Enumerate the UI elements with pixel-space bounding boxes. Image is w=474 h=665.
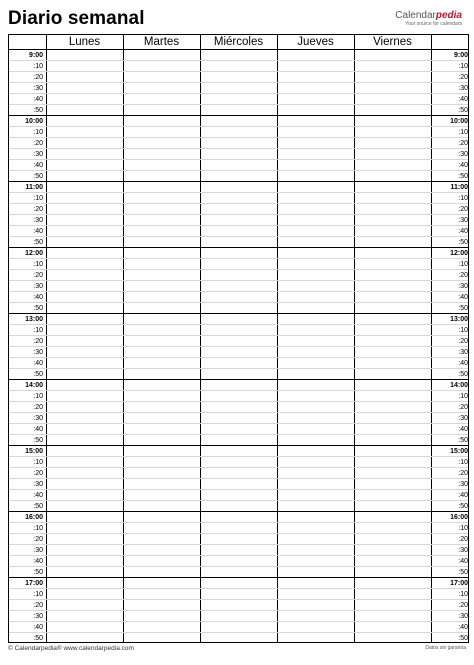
- time-label-right: :40: [458, 624, 468, 631]
- time-label-right: :50: [458, 635, 468, 642]
- time-label-left: :20: [33, 338, 43, 345]
- time-label-left: :40: [33, 492, 43, 499]
- time-label-right: :20: [458, 74, 468, 81]
- time-label-left: :20: [33, 140, 43, 147]
- slot-divider: [9, 566, 468, 567]
- hour-divider: [9, 577, 468, 578]
- time-label-right: :20: [458, 602, 468, 609]
- time-label-left: :10: [33, 525, 43, 532]
- time-label-right: :50: [458, 569, 468, 576]
- time-label-left: :30: [33, 85, 43, 92]
- hour-divider: [9, 511, 468, 512]
- time-label-right: :10: [458, 63, 468, 70]
- time-label-right: :20: [458, 338, 468, 345]
- time-label-left: :10: [33, 459, 43, 466]
- time-label-right: :50: [458, 173, 468, 180]
- time-label-left: :50: [33, 437, 43, 444]
- hour-divider: [9, 445, 468, 446]
- time-label-left: :20: [33, 206, 43, 213]
- slot-divider: [9, 324, 468, 325]
- slot-divider: [9, 500, 468, 501]
- slot-divider: [9, 544, 468, 545]
- slot-divider: [9, 225, 468, 226]
- slot-divider: [9, 412, 468, 413]
- page-title: Diario semanal: [8, 8, 145, 29]
- time-label-right: 13:00: [450, 316, 468, 323]
- time-label-right: :20: [458, 272, 468, 279]
- slot-divider: [9, 467, 468, 468]
- time-label-left: :30: [33, 283, 43, 290]
- slot-divider: [9, 192, 468, 193]
- time-label-left: :40: [33, 426, 43, 433]
- slot-divider: [9, 126, 468, 127]
- slot-divider: [9, 423, 468, 424]
- time-label-right: 14:00: [450, 382, 468, 389]
- time-label-right: :10: [458, 261, 468, 268]
- time-label-right: :10: [458, 393, 468, 400]
- time-label-left: :40: [33, 162, 43, 169]
- time-label-right: 9:00: [453, 52, 468, 59]
- slot-divider: [9, 170, 468, 171]
- footer-copyright: © Calendarpedia® www.calendarpedia.com: [8, 645, 134, 652]
- slot-divider: [9, 71, 468, 72]
- time-label-right: :50: [458, 371, 468, 378]
- time-label-right: :40: [458, 96, 468, 103]
- time-label-right: :50: [458, 305, 468, 312]
- time-label-left: :50: [33, 305, 43, 312]
- slot-divider: [9, 368, 468, 369]
- time-label-left: :30: [33, 547, 43, 554]
- slot-divider: [9, 159, 468, 160]
- time-label-right: :20: [458, 470, 468, 477]
- hour-divider: [9, 181, 468, 182]
- time-label-right: :40: [458, 294, 468, 301]
- slot-divider: [9, 82, 468, 83]
- time-label-left: :30: [33, 481, 43, 488]
- slot-divider: [9, 60, 468, 61]
- day-header: Jueves: [297, 36, 334, 48]
- hour-divider: [9, 115, 468, 116]
- time-label-left: :10: [33, 393, 43, 400]
- slot-divider: [9, 478, 468, 479]
- slot-divider: [9, 236, 468, 237]
- time-label-right: :30: [458, 283, 468, 290]
- time-label-right: :20: [458, 404, 468, 411]
- slot-divider: [9, 258, 468, 259]
- time-label-left: 11:00: [25, 184, 43, 191]
- time-label-left: :40: [33, 96, 43, 103]
- slot-divider: [9, 522, 468, 523]
- time-label-left: :10: [33, 129, 43, 136]
- slot-divider: [9, 280, 468, 281]
- time-label-left: 16:00: [25, 514, 43, 521]
- time-label-right: :10: [458, 129, 468, 136]
- time-label-left: 10:00: [25, 118, 43, 125]
- time-label-right: :50: [458, 107, 468, 114]
- time-label-right: :30: [458, 547, 468, 554]
- time-label-right: :50: [458, 503, 468, 510]
- time-label-left: :50: [33, 107, 43, 114]
- time-label-left: 9:00: [28, 52, 43, 59]
- time-label-right: :30: [458, 217, 468, 224]
- time-label-right: :40: [458, 162, 468, 169]
- time-label-left: :40: [33, 294, 43, 301]
- time-label-right: :10: [458, 591, 468, 598]
- time-label-right: :50: [458, 239, 468, 246]
- hour-divider: [9, 379, 468, 380]
- time-label-left: 13:00: [25, 316, 43, 323]
- day-header: Viernes: [373, 36, 412, 48]
- time-label-right: :40: [458, 492, 468, 499]
- time-label-right: :30: [458, 613, 468, 620]
- time-label-left: :30: [33, 349, 43, 356]
- slot-divider: [9, 346, 468, 347]
- time-label-right: :30: [458, 349, 468, 356]
- time-label-right: :40: [458, 360, 468, 367]
- time-label-left: :20: [33, 74, 43, 81]
- hour-divider: [9, 313, 468, 314]
- footer-disclaimer: Datos sin garantía: [425, 645, 466, 651]
- time-label-right: 10:00: [450, 118, 468, 125]
- slot-divider: [9, 203, 468, 204]
- slot-divider: [9, 148, 468, 149]
- time-label-right: :20: [458, 536, 468, 543]
- time-label-left: :30: [33, 415, 43, 422]
- day-header: Martes: [143, 36, 180, 48]
- slot-divider: [9, 335, 468, 336]
- time-label-right: :30: [458, 85, 468, 92]
- day-header: Miércoles: [213, 36, 264, 48]
- time-label-left: :20: [33, 272, 43, 279]
- day-header: Lunes: [68, 36, 101, 48]
- slot-divider: [9, 621, 468, 622]
- slot-divider: [9, 610, 468, 611]
- slot-divider: [9, 137, 468, 138]
- time-label-left: :30: [33, 613, 43, 620]
- time-label-right: 17:00: [450, 580, 468, 587]
- hour-divider: [9, 247, 468, 248]
- time-label-right: :30: [458, 151, 468, 158]
- slot-divider: [9, 390, 468, 391]
- slot-divider: [9, 456, 468, 457]
- time-label-left: :40: [33, 360, 43, 367]
- time-label-left: 12:00: [25, 250, 43, 257]
- time-label-left: :20: [33, 404, 43, 411]
- time-label-left: :30: [33, 151, 43, 158]
- brand-name: [395, 10, 462, 21]
- time-label-left: :50: [33, 635, 43, 642]
- time-label-left: 14:00: [25, 382, 43, 389]
- time-label-left: :10: [33, 63, 43, 70]
- time-label-right: :20: [458, 206, 468, 213]
- slot-divider: [9, 291, 468, 292]
- time-label-left: :10: [33, 591, 43, 598]
- slot-divider: [9, 599, 468, 600]
- time-label-right: :20: [458, 140, 468, 147]
- time-label-left: :20: [33, 536, 43, 543]
- time-label-left: :40: [33, 624, 43, 631]
- slot-divider: [9, 93, 468, 94]
- time-label-left: :50: [33, 503, 43, 510]
- time-label-left: :40: [33, 228, 43, 235]
- time-label-left: :10: [33, 195, 43, 202]
- time-label-left: :50: [33, 173, 43, 180]
- weekly-planner-grid: [8, 34, 469, 643]
- time-label-right: 12:00: [450, 250, 468, 257]
- time-label-right: :10: [458, 525, 468, 532]
- time-label-right: 15:00: [450, 448, 468, 455]
- time-label-right: 11:00: [450, 184, 468, 191]
- time-label-left: 15:00: [25, 448, 43, 455]
- slot-divider: [9, 214, 468, 215]
- time-label-left: :50: [33, 371, 43, 378]
- time-label-right: :50: [458, 437, 468, 444]
- slot-divider: [9, 533, 468, 534]
- time-label-right: :40: [458, 558, 468, 565]
- time-label-left: :20: [33, 470, 43, 477]
- slot-divider: [9, 401, 468, 402]
- time-label-left: :30: [33, 217, 43, 224]
- slot-divider: [9, 269, 468, 270]
- brand-name-plain: Calendar: [395, 10, 436, 21]
- time-label-right: :40: [458, 426, 468, 433]
- slot-divider: [9, 357, 468, 358]
- slot-divider: [9, 632, 468, 633]
- time-label-left: :10: [33, 327, 43, 334]
- time-label-right: :30: [458, 481, 468, 488]
- time-label-right: :10: [458, 459, 468, 466]
- time-label-left: 17:00: [25, 580, 43, 587]
- time-label-left: :50: [33, 569, 43, 576]
- slot-divider: [9, 489, 468, 490]
- time-label-left: :20: [33, 602, 43, 609]
- time-label-left: :50: [33, 239, 43, 246]
- time-label-right: :10: [458, 327, 468, 334]
- brand-name-accent: pedia: [435, 10, 462, 21]
- slot-divider: [9, 302, 468, 303]
- time-label-left: :40: [33, 558, 43, 565]
- time-label-right: :40: [458, 228, 468, 235]
- brand-logo: [395, 10, 462, 27]
- time-label-left: :10: [33, 261, 43, 268]
- time-label-right: :10: [458, 195, 468, 202]
- time-label-right: :30: [458, 415, 468, 422]
- time-label-right: 16:00: [450, 514, 468, 521]
- slot-divider: [9, 434, 468, 435]
- slot-divider: [9, 588, 468, 589]
- brand-tagline: Your source for calendars: [405, 21, 462, 27]
- day-header-row: [9, 35, 468, 50]
- slot-divider: [9, 555, 468, 556]
- slot-divider: [9, 104, 468, 105]
